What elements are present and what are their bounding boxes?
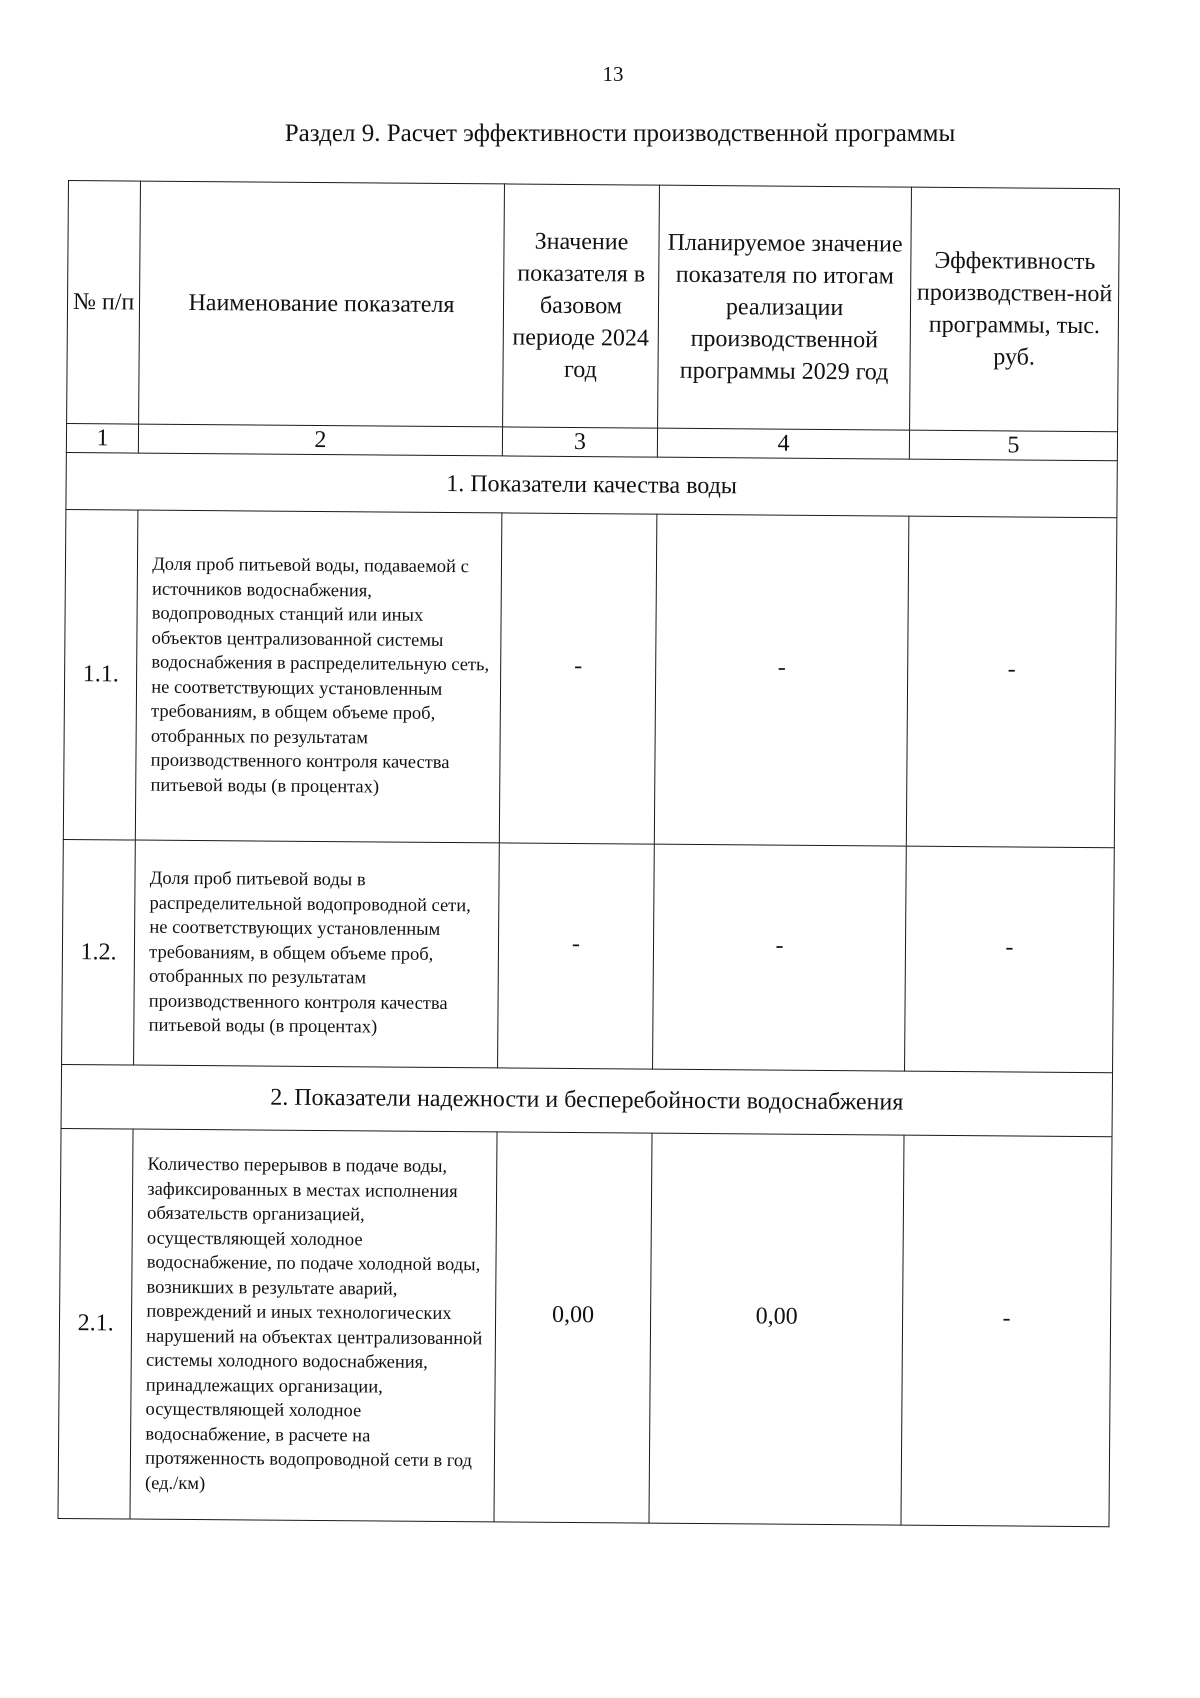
indicator-name: Количество перерывов в подаче воды, зафиксированных в местах исполнения обязательств организацией, осуществляющей холодное водоснабжение, по подаче холодной воды, возникших в результате аварий, повреждений и иных технологических нарушений на объектах централизованной системы холодного водоснабжения, принадлежащих организации, осуществляющей холодное водоснабжение, в расчете на протяженность водопроводной сети в год (ед./км) bbox=[130, 1129, 497, 1522]
efficiency-value-text: - bbox=[1007, 656, 1016, 683]
table-row bbox=[63, 509, 1117, 847]
base-value bbox=[499, 513, 657, 844]
efficiency-value-text: - bbox=[1005, 933, 1014, 960]
planned-value-text: - bbox=[777, 654, 786, 681]
header-indicator-name: Наименование показателя bbox=[139, 181, 504, 427]
efficiency-value-text: - bbox=[1002, 1305, 1011, 1332]
row-number: 1.1. bbox=[63, 509, 138, 840]
planned-value-text: - bbox=[775, 932, 784, 959]
section-title: Раздел 9. Расчет эффективности производственной программы bbox=[284, 120, 956, 147]
page-number: 13 bbox=[602, 62, 624, 86]
efficiency-table bbox=[57, 180, 1119, 1527]
column-number: 1 bbox=[66, 423, 138, 453]
table-row bbox=[58, 1128, 1112, 1526]
indicator-name: Доля проб питьевой воды в распределительной водопроводной сети, не соответствующих установленным требованиям, в общем объеме проб, отобранных по результатам производственного контроля качества питьевой воды (в процентах) bbox=[134, 840, 499, 1068]
row-number: 2.1. bbox=[58, 1128, 133, 1519]
column-number: 4 bbox=[658, 428, 910, 459]
column-number: 2 bbox=[139, 424, 503, 456]
column-number: 5 bbox=[909, 430, 1117, 461]
group-title: 1. Показатели качества воды bbox=[66, 452, 1117, 517]
indicator-name: Доля проб питьевой воды, подаваемой с источников водоснабжения, водопроводных станций или иных объектов централизованной системы водоснабжения в распределительную сеть, не соответствующих установленным требованиям, в общем объеме проб, отобранных по результатам производственного контроля качества питьевой воды (в процентах) bbox=[136, 510, 502, 843]
header-row-number: № п/п bbox=[67, 181, 141, 425]
efficiency-value bbox=[906, 516, 1117, 848]
header-base-value: Значение показателя в базовом периоде 2024 год bbox=[502, 184, 659, 428]
header-planned-value: Планируемое значение показателя по итогам реализации производственной программы 2029 год bbox=[658, 185, 912, 430]
base-value-text: 0,00 bbox=[551, 1301, 595, 1329]
column-number: 3 bbox=[502, 427, 658, 457]
planned-value bbox=[653, 844, 907, 1071]
group-header-row bbox=[66, 452, 1117, 517]
base-value bbox=[494, 1132, 653, 1523]
efficiency-value bbox=[901, 1135, 1112, 1527]
row-number: 1.2. bbox=[62, 839, 136, 1065]
planned-value bbox=[654, 514, 908, 846]
group-title: 2. Показатели надежности и бесперебойности водоснабжения bbox=[61, 1064, 1112, 1136]
base-value-text: - bbox=[571, 930, 581, 957]
header-efficiency: Эффективность производствен-ной программы, тыс. руб. bbox=[910, 187, 1120, 432]
table-header-row bbox=[67, 181, 1120, 432]
group-header-row bbox=[61, 1064, 1112, 1136]
planned-value-text: 0,00 bbox=[755, 1303, 798, 1330]
planned-value bbox=[649, 1133, 904, 1525]
base-value bbox=[497, 843, 654, 1069]
base-value-text: - bbox=[574, 652, 583, 680]
table-row bbox=[62, 839, 1115, 1072]
efficiency-value bbox=[904, 846, 1114, 1073]
